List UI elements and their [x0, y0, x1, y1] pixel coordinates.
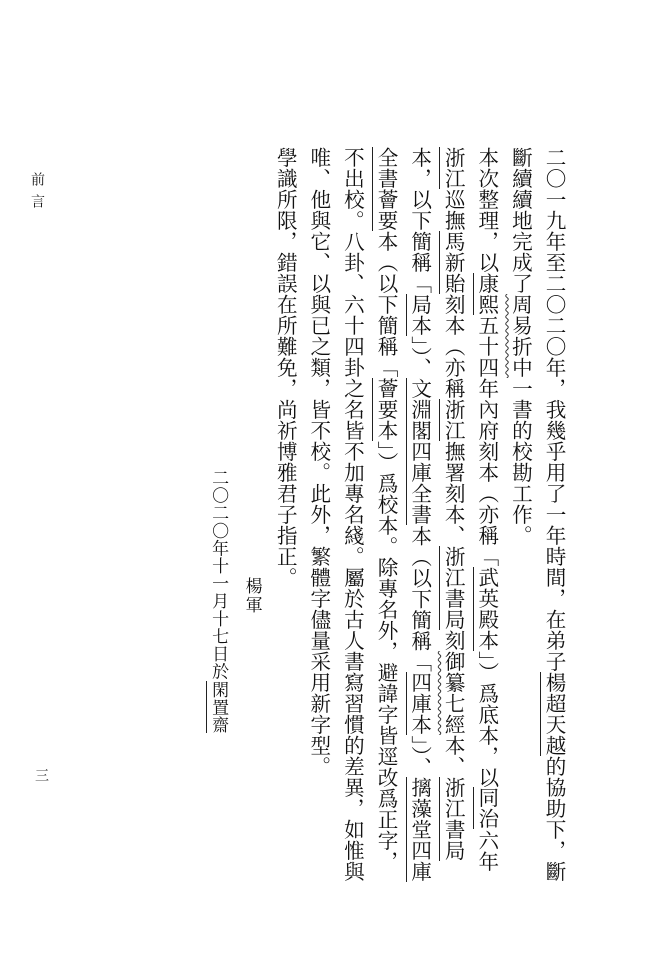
paragraph-1	[503, 147, 570, 886]
text-run: 本次整理，以	[474, 146, 499, 273]
text-run: 撫署刻本、	[441, 440, 466, 546]
signature-author-line	[234, 126, 268, 886]
text-run: 學識所限，錯誤在所難免，尚祈博雅君子指正。	[273, 146, 298, 588]
place-name: 浙江	[441, 146, 466, 189]
running-head: 前言	[29, 172, 45, 216]
era-name: 康熙	[474, 272, 499, 315]
proper-name: 薈要本	[374, 377, 399, 441]
text-run: 刻本（亦稱	[441, 293, 466, 399]
place-name: 浙江	[441, 398, 466, 441]
text-run: 」）、	[407, 335, 432, 378]
studio-name: 閑置齋	[208, 680, 229, 734]
text-run: 五十四年內府刻本（亦稱「	[474, 314, 499, 567]
author-name: 楊軍	[241, 576, 262, 615]
proper-name: 武英殿本	[474, 566, 499, 651]
text-run: 」）、	[407, 735, 432, 778]
book-title: 御纂七經	[441, 650, 466, 735]
proper-name: 楊超天越	[542, 671, 566, 756]
text-run: 巡撫	[441, 188, 466, 231]
text-run: 本（以下簡稱「	[374, 230, 399, 378]
text-run: 的協助下，斷斷續續地完成了	[508, 146, 566, 882]
text-run: 」）爲校本。除專名外，避諱字皆逕改爲正字，不出校。八卦、六十四卦之名皆不加專名綫。屬於古人書寫習慣的差異，如惟與唯、他與它、以與已之類，皆不校。此外，繁體字儘量采用新字型。	[306, 146, 399, 882]
proper-name: 四庫本	[407, 672, 432, 735]
signature-date	[200, 469, 234, 886]
text-run: 刻	[441, 629, 466, 651]
paragraph-2	[301, 147, 503, 886]
era-name: 同治	[474, 787, 499, 830]
proper-name: 馬新貽	[441, 230, 466, 294]
text-run: 二〇一九年至二〇二〇年，我幾乎用了一年時間，在弟子	[542, 146, 566, 672]
proper-name: 文淵閣四庫全書	[407, 378, 432, 525]
place-name: 浙江書局	[441, 776, 466, 861]
text-run: 本，以下簡稱「	[407, 146, 432, 294]
book-title: 周易折中	[508, 293, 533, 378]
date-text: 二〇二〇年十一月十七日於	[208, 469, 229, 681]
text-run: 本（以下簡稱「	[407, 525, 432, 672]
signature-date-line	[200, 126, 234, 886]
page-number: 三	[33, 768, 49, 782]
text-run: 本、	[441, 734, 466, 777]
text-run: 六年	[474, 829, 499, 872]
proper-name: 摛藻堂四庫全書薈要	[374, 146, 432, 883]
text-run: 」）爲底本，以	[474, 650, 499, 788]
proper-name: 局本	[407, 293, 432, 336]
text-run: 一書的校勘工作。	[508, 377, 533, 546]
place-name: 浙江書局	[441, 545, 466, 630]
preface-body	[200, 126, 570, 886]
paragraph-3	[268, 147, 302, 886]
